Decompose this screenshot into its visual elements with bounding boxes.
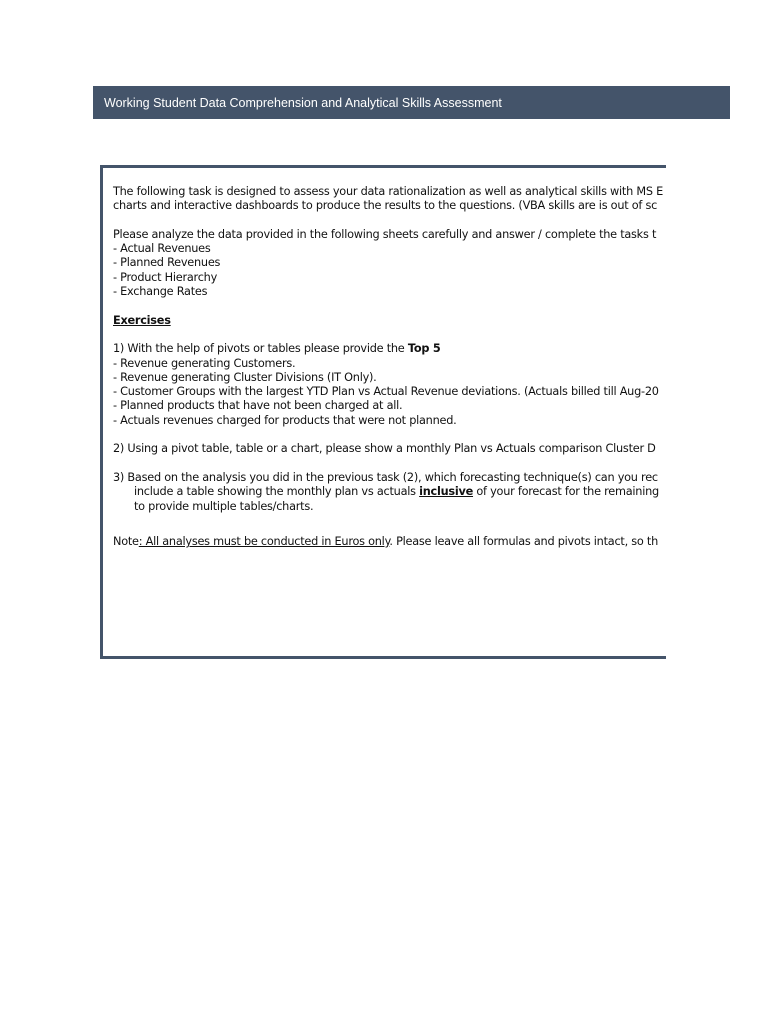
question-1-text: 1) With the help of pivots or tables please provide the — [113, 342, 408, 356]
question-1-item: - Customer Groups with the largest YTD Plan vs Actual Revenue deviations. (Actuals billed till Aug-20 — [113, 385, 659, 399]
question-1-item: - Actuals revenues charged for products that were not planned. — [113, 413, 457, 427]
sheet-item: - Actual Revenues — [113, 242, 211, 256]
sheet-item: - Planned Revenues — [113, 256, 221, 270]
question-1-item: - Planned products that have not been charged at all. — [113, 399, 403, 413]
question-1-emphasis: Top 5 — [407, 342, 441, 356]
task-description-box — [100, 165, 666, 659]
sheet-item: - Exchange Rates — [113, 285, 208, 299]
question-1-item: - Revenue generating Customers. — [113, 356, 296, 370]
page-title: Working Student Data Comprehension and Analytical Skills Assessment — [104, 95, 502, 110]
task-text — [113, 185, 666, 549]
sheets-intro: Please analyze the data provided in the following sheets carefully and answer / complete the tasks t — [113, 227, 657, 241]
note-text: . Please leave all formulas and pivots intact, so th — [389, 535, 658, 549]
exercises-heading: Exercises — [113, 313, 171, 327]
note-label: Note — [113, 535, 139, 549]
question-2: 2) Using a pivot table, table or a chart, please show a monthly Plan vs Actuals comparison Cluster D — [113, 442, 656, 456]
intro-line-1: The following task is designed to assess your data rationalization as well as analytical skills with MS E — [113, 185, 664, 198]
note — [113, 535, 666, 549]
note-emphasis: : All analyses must be conducted in Euros only — [138, 535, 390, 549]
question-1-item: - Revenue generating Cluster Divisions (IT Only). — [113, 370, 377, 384]
question-3-line-1: 3) Based on the analysis you did in the previous task (2), which forecasting technique(s) can you rec — [113, 470, 658, 484]
question-3-line-2 — [113, 485, 666, 499]
question-1 — [113, 342, 666, 356]
question-3-line-3: to provide multiple tables/charts. — [134, 499, 314, 513]
question-3-text-end: of your forecast for the remaining — [473, 485, 659, 499]
intro-line-2: charts and interactive dashboards to produce the results to the questions. (VBA skills are is out of sc — [113, 199, 658, 213]
question-3-text: include a table showing the monthly plan vs actuals — [134, 485, 420, 499]
sheet-item: - Product Hierarchy — [113, 270, 218, 284]
header-bar — [93, 86, 730, 119]
question-3-emphasis: inclusive — [419, 485, 474, 499]
